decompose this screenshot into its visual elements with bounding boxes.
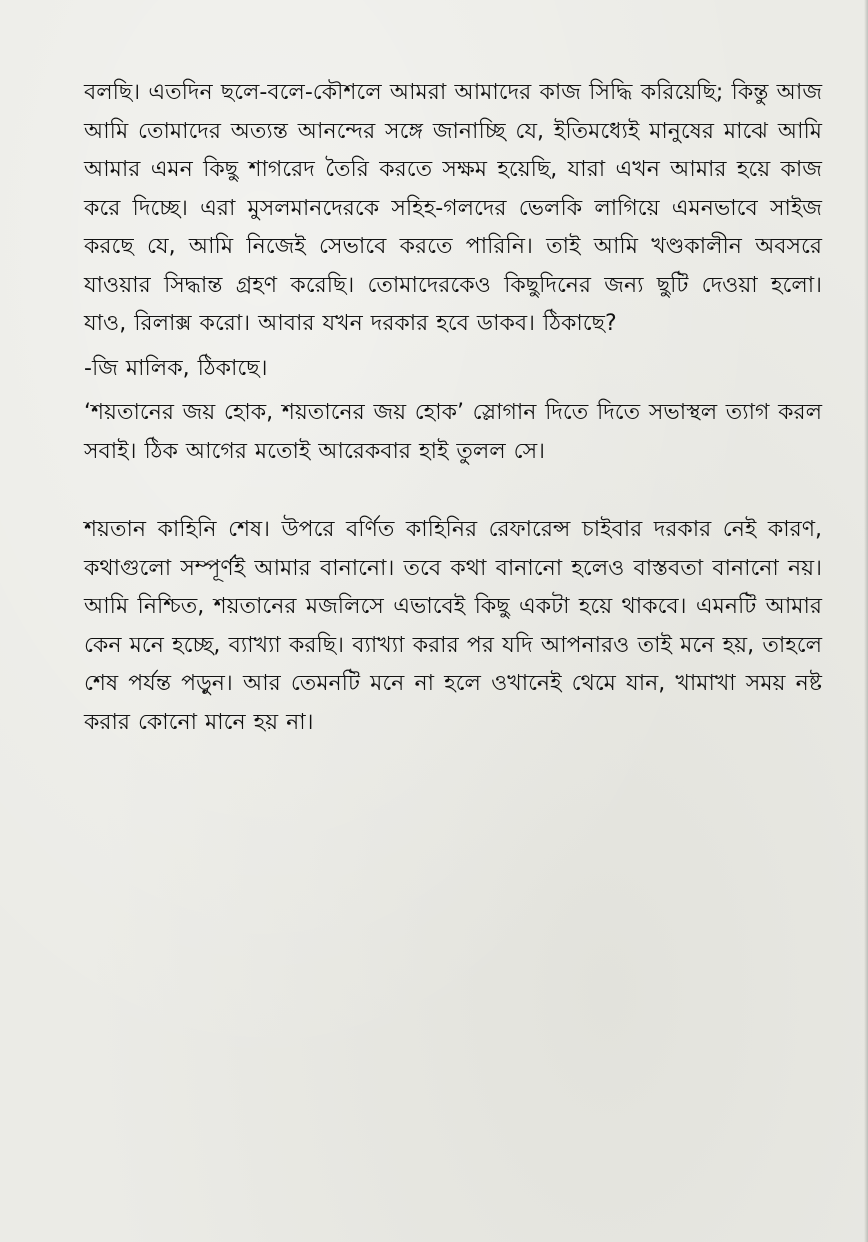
paragraph-speech-continuation: বলছি। এতদিন ছলে-বলে-কৌশলে আমরা আমাদের কাজ সিদ্ধি করিয়েছি; কিন্তু আজ আমি তোমাদের অত্যন্ত আনন্দের সঙ্গে জানাচ্ছি যে, ইতিমধ্যেই মানুষের মাঝে আমি আমার এমন কিছু শাগরেদ তৈরি করতে সক্ষম হয়েছি, যারা এখন আমার হয়ে কাজ করে দিচ্ছে। এরা মুসলমানদেরকে সহিহ-গলদের ভেলকি লাগিয়ে এমনভাবে সাইজ করছে যে, আমি নিজেই সেভাবে করতে পারিনি। তাই আমি খণ্ডকালীন অবসরে যাওয়ার সিদ্ধান্ত গ্রহণ করেছি। তোমাদেরকেও কিছুদিনের জন্য ছুটি দেওয়া হলো। যাও, রিলাক্স করো। আবার যখন দরকার হবে ডাকব। ঠিকাছে? — [84, 80, 822, 336]
paragraph-explanation: শয়তান কাহিনি শেষ। উপরে বর্ণিত কাহিনির রেফারেন্স চাইবার দরকার নেই কারণ, কথাগুলো সম্পূর্ণই আমার বানানো। তবে কথা বানানো হলেও বাস্তবতা বানানো নয়। আমি নিশ্চিত, শয়তানের মজলিসে এভাবেই কিছু একটা হয়ে থাকবে। এমনটি আমার কেন মনে হচ্ছে, ব্যাখ্যা করছি। ব্যাখ্যা করার পর যদি আপনারও তাই মনে হয়, তাহলে শেষ পর্যন্ত পড়ুন। আর তেমনটি মনে না হলে ওখানেই থেমে যান, খামাখা সময় নষ্ট করার কোনো মানে হয় না। — [84, 517, 822, 735]
paragraph-slogan: ‘শয়তানের জয় হোক, শয়তানের জয় হোক’ স্লোগান দিতে দিতে সভাস্থল ত্যাগ করল সবাই। ঠিক আগের মতোই আরেকবার হাই তুলল সে। — [84, 400, 822, 464]
page-text — [84, 74, 822, 742]
page-edge-shadow — [864, 0, 868, 1242]
paragraph-reply: -জি মালিক, ঠিকাছে। — [84, 355, 268, 381]
